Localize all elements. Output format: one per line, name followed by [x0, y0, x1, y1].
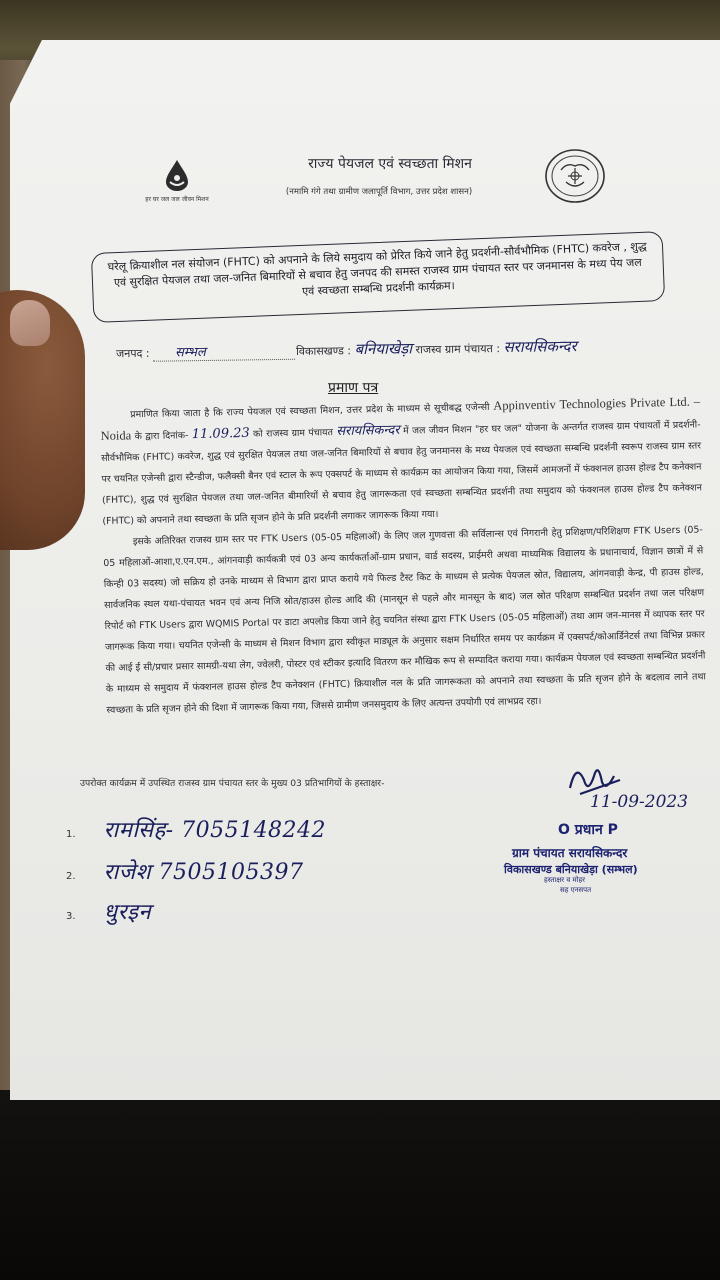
jal-jeevan-logo [142, 158, 212, 203]
water-drop-icon [157, 158, 197, 192]
stamp-title: O प्रधान P [558, 822, 618, 838]
logo-tagline: हर घर जल जल जीवन मिशन [145, 196, 209, 203]
stamp-small-2: सह एनसपत [560, 886, 592, 894]
signature-date: 11-09-2023 [590, 792, 689, 812]
fingernail [10, 300, 50, 346]
participant-signature: धुरइन [103, 900, 152, 925]
pradhan-signature-stamp [500, 758, 710, 908]
header-title: राज्य पेयजल एवं स्वच्छता मिशन [308, 156, 472, 172]
body-intro: प्रमाणित किया जाता है कि राज्य पेयजल एवं स्वच्छता मिशन, उत्तर प्रदेश के माध्यम से सूचीबद्ध एजेन्सी [130, 401, 490, 421]
certificate-heading: प्रमाण पत्र [328, 380, 379, 396]
stamp-block: विकासखण्ड बनियाखेड़ा (सम्भल) [504, 863, 638, 876]
panchayat-value: सरायसिकन्दर [503, 337, 577, 357]
certificate-body [100, 391, 707, 720]
participant-row [66, 896, 151, 926]
panchayat-label: राजस्व ग्राम पंचायत : [415, 342, 501, 357]
body-paragraph-1-rest: में जल जीवन मिशन "हर घर जल" योजना के अन्तर्गत राजस्व ग्राम पंचायतों में प्रदर्शनी-सौर्वभौमिक (FHTC) कवरेज, शुद्ध एवं सुरक्षित पेयजल तथा जल-जनित बिमारियों से बचाव हेतु जनमानस के मध्य पेयजल एवं स्वच्छता सम्बन्धि प्रदर्शनी स्वरूप राजस्व ग्राम स्तर पर चयनित एजेन्सी द्वारा स्टैन्डीज, फलैक्सी बैनर एवं स्टाल के रूप एक्सपर्ट के माध्यम से कार्यक्रम का आयोजन किया गया, जिसमें आमजनों में फंक्शनल हाउस होल्ड टैप कनेक्शन (FHTC), शुद्ध एवं सुरक्षित पेयजल तथा जल-जनित बीमारियों से बचाव हेतु जागरूकता एवं स्वच्छता सम्बन्धित प्रदर्शनी तथा समुदाय को फंक्शनल हाउस होल्ड टैप कनेक्शन (FHTC) को अपनाने तथा स्वच्छता के प्रति सृजन होने के प्रति प्रदर्शनी लगाकर जागरूक किया गया। [101, 419, 703, 527]
holding-finger [0, 290, 85, 550]
participant-number: 3. [66, 911, 76, 922]
block-field [296, 336, 577, 360]
district-value-line [153, 341, 295, 362]
date-label: के द्वारा दिनांक- [134, 430, 189, 443]
participant-row [66, 814, 326, 844]
district-field [116, 341, 295, 362]
stamp-small-1: हस्ताक्षर व मोहर [544, 876, 586, 884]
block-value: बनियाखेड़ा [354, 339, 413, 359]
village-handwritten: सरायसिकन्दर [336, 422, 400, 440]
body-paragraph-1 [100, 391, 703, 532]
header-subtitle: (नमामि गंगे तथा ग्रामीण जलापूर्ति विभाग, उत्तर प्रदेश शासन) [285, 187, 473, 197]
program-title-box: घरेलू क्रियाशील नल संयोजन (FHTC) को अपनाने के लिये समुदाय को प्रेरित किये जाने हेतु प्रदर्शनी-सौर्वभौमिक (FHTC) कवरेज , शुद्ध एवं सुरक्षित पेयजल तथा जल-जनित बिमारियों से बचाव हेतु जनपद की समस्त राजस्व ग्राम पंचायत स्तर पर जनमानस के मध्य पेय जल एवं स्वच्छता सम्बन्धि प्रदर्शनी कार्यक्रम। [91, 231, 665, 323]
participant-row [66, 856, 304, 886]
participant-signature: रामसिंह- 7055148242 [103, 818, 327, 843]
participants-heading: उपरोक्त कार्यक्रम में उपस्थित राजस्व ग्राम पंचायत स्तर के मुख्य 03 प्रतिभागियों के हस्ताक्षर- [80, 778, 385, 789]
agency-name: Appinventiv Technologies Private Ltd. – Noida [100, 394, 701, 443]
district-value: सम्भल [174, 344, 206, 361]
block-label: विकासखण्ड : [295, 344, 352, 358]
after-date-text: को राजस्व ग्राम पंचायत [253, 427, 333, 440]
body-paragraph-2: इसके अतिरिक्त राजस्व ग्राम स्तर पर FTK Users (05-05 महिलाओं) के लिए जल गुणवत्ता की सर्विलान्स एवं निगरानी हेतु प्रशिक्षण/परिशिक्षण FTK Users (05-05 महिलाओं-आशा,ए.एन.एम., आंगनवाड़ी कार्यकत्री एवं 03 अन्य कार्यकर्ताओं-ग्राम प्रधान, वार्ड सदस्य, प्राईमरी अथवा माध्यमिक विद्यालय के प्रधानाचार्य, विज्ञान छात्रों में से किन्ही 03 सदस्य) जो सक्रिय हो उनके माध्यम से विभाग द्वारा प्राप्त कराये गये फिल्ड टैस्ट किट के माध्यम से प्रत्येक पेयजल स्रोत, विद्यालय, आंगनवाड़ी केन्द्र, पी हाउस होल्ड, सार्वजनिक स्थल यथा-पंचायत भवन एवं अन्य निजि स्रोत/हाउस होल्ड आदि की (मानसून से पहले और मानसून के बाद) जल स्रोत परिक्षण सम्बन्धित प्रदर्शन तथा जल परिक्षण रिपोर्ट को FTK Users द्वारा WQMIS Portal पर डाटा अपलोड किया जाने हेतु चयनित संस्था द्वारा FTK Users (05-05 महिलाओं) तथा आम जन-मानस में व्यापक स्तर पर जागरूक किया गया। चयनित एजेन्सी के माध्यम से मिशन विभाग द्वारा स्वीकृत माड्यूल के अनुसार सक्षम निर्धारित समय पर कार्यक्रम में एक्सपर्ट/कोआर्डिनेटर्स तथा विभिन्न प्रकार की आई ई सी/प्रचार प्रसार सामग्री-यथा लेग, ज्वेलरी, पोस्टर एवं स्टीकर इत्यादि वितरण कर मौखिक रूप से सम्पादित कराया गया। कार्यक्रम पेयजल एवं स्वच्छता सम्बन्धित प्रदर्शनी के माध्यम से समुदाय में फंक्शनल हाउस होल्ड टैप कनेक्शन (FHTC) क्रियाशील नल के प्रति जागरूकता को अपनाने तथा स्वच्छता के प्रति सृजन होने के बदलाव लाने तथा स्वच्छता के प्रति सृजन होने की दिशा में जागरूक किया गया, जिससे ग्रामीण जनसमुदाय के लिए अत्यन्त उपयोगी एवं लाभप्रद रहा। [103, 524, 706, 716]
stamp-panchayat: ग्राम पंचायत सरायसिकन्दर [512, 846, 628, 860]
event-date-handwritten: 11.09.23 [191, 425, 250, 443]
participant-number: 1. [66, 829, 76, 840]
participant-number: 2. [66, 871, 76, 882]
district-label: जनपद : [115, 346, 150, 361]
up-emblem-icon [544, 148, 606, 204]
participant-signature: राजेश 7505105397 [103, 860, 304, 885]
